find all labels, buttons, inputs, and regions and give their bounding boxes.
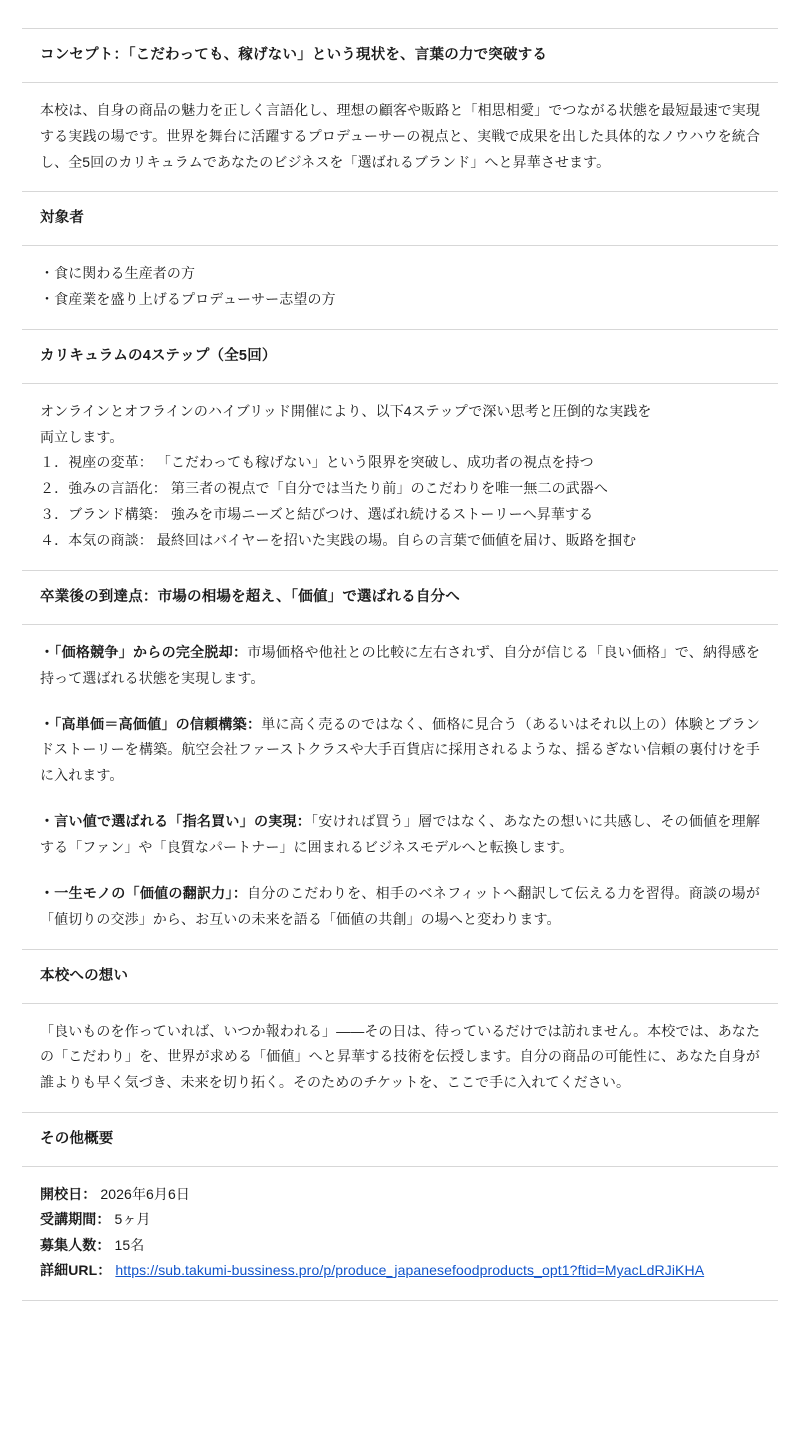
info-row-url <box>40 1258 760 1283</box>
section-body-audience <box>22 246 778 330</box>
curriculum-step: ３．ブランド構築： 強みを市場ニーズと結びつけ、選ばれ続けるストーリーへ昇華する <box>40 506 594 523</box>
info-label: 開校日： <box>40 1185 97 1202</box>
section-heading: カリキュラムの4ステップ（全5回） <box>40 347 277 364</box>
info-row-duration <box>40 1207 760 1232</box>
section-heading: 本校への想い <box>40 967 129 984</box>
info-label: 受講期間： <box>40 1211 111 1228</box>
section-header-curriculum <box>22 330 778 384</box>
section-body-concept <box>22 83 778 193</box>
outcome-text: 自分のこだわりを、相手のベネフィットへ翻訳して伝える力を習得。商談の場が「値切りの交渉」から、お互いの未来を語る「価値の共創」の場へと変わります。 <box>40 885 760 927</box>
document-page <box>0 28 800 1339</box>
bottom-spacer <box>0 1301 800 1339</box>
curriculum-intro-line: 両立します。 <box>40 428 124 445</box>
outcome-item <box>40 881 760 933</box>
section-header-message <box>22 950 778 1004</box>
section-heading: コンセプト：「こだわっても、稼げない」という現状を、言葉の力で突破する <box>40 47 548 63</box>
outcome-lead: ・一生モノの「価値の翻訳力」： <box>40 885 248 902</box>
section-paragraph: 本校は、自身の商品の魅力を正しく言語化し、理想の顧客や販路と「相思相愛」でつながる状態を最短最速で実現する実践の場です。世界を舞台に活躍するプロデューサーの視点と、実戦で成果を出した具体的なノウハウを統合し、全5回のカリキュラムであなたのビジネスを「選ばれるブランド」へと昇華させます。 <box>40 101 760 170</box>
section-header-concept <box>22 29 778 83</box>
section-body-other-info <box>22 1167 778 1301</box>
outcome-lead: ・「高単価＝高価値」の信頼構築： <box>40 715 262 732</box>
list-item: ・食に関わる生産者の方 <box>40 265 196 282</box>
outcome-item <box>40 712 760 790</box>
section-header-other-info <box>22 1113 778 1167</box>
info-value: 5ヶ月 <box>110 1211 151 1228</box>
curriculum-step: ２．強みの言語化： 第三者の視点で「自分では当たり前」のこだわりを唯一無二の武器へ <box>40 480 608 497</box>
section-paragraph: 「良いものを作っていれば、いつか報われる」——その日は、待っているだけでは訪れません。本校では、あなたの「こだわり」を、世界が求める「価値」へと昇華する技術を伝授します。自分の商品の可能性に、あなた自身が誰よりも早く気づき、未来を切り拓く。そのためのチケットを、ここで手に入れてください。 <box>40 1022 760 1091</box>
info-value: 15名 <box>110 1236 145 1253</box>
section-body-message <box>22 1004 778 1114</box>
outcome-item <box>40 809 760 861</box>
document-table <box>22 28 778 1301</box>
section-body-curriculum <box>22 384 778 571</box>
info-row-open-date <box>40 1182 760 1207</box>
info-label: 詳細URL： <box>40 1262 112 1279</box>
outcome-lead: ・言い値で選ばれる「指名買い」の実現： <box>40 813 312 830</box>
list-item: ・食産業を盛り上げるプロデューサー志望の方 <box>40 291 336 308</box>
section-heading: 対象者 <box>40 210 85 227</box>
info-label: 募集人数： <box>40 1236 111 1253</box>
outcome-lead: ・「価格競争」からの完全脱却： <box>40 643 248 660</box>
outcome-text: 市場価格や他社との比較に左右されず、自分が信じる「良い価格」で、納得感を持って選ばれる状態を実現します。 <box>40 643 761 686</box>
outcome-text: 「安ければ買う」層ではなく、あなたの想いに共感し、その価値を理解する「ファン」や「良質なパートナー」に囲まれるビジネスモデルへと転換します。 <box>40 813 760 856</box>
info-row-capacity <box>40 1233 760 1258</box>
section-heading: その他概要 <box>40 1131 114 1148</box>
curriculum-step: ４．本気の商談： 最終回はバイヤーを招いた実践の場。自らの言葉で価値を届け、販路を掴む <box>40 532 637 549</box>
curriculum-step: １．視座の変革： 「こだわっても稼げない」という限界を突破し、成功者の視点を持つ <box>40 454 594 471</box>
section-header-audience <box>22 192 778 246</box>
info-value: 2026年6月6日 <box>96 1185 191 1202</box>
section-header-outcomes <box>22 571 778 625</box>
curriculum-intro-line: オンラインとオフラインのハイブリッド開催により、以下4ステップで深い思考と圧倒的な実践を <box>40 402 652 419</box>
outcome-text: 単に高く売るのではなく、価格に見合う（あるいはそれ以上の）体験とブランドストーリーを構築。航空会社ファーストクラスや大手百貨店に採用されるような、揺るぎない信頼の裏付けを手に入れます。 <box>40 715 760 784</box>
detail-url-link[interactable]: https://sub.takumi-bussiness.pro/p/produce_japanesefoodproducts_opt1?ftid=MyacLdRJiKHA <box>115 1262 705 1279</box>
section-heading: 卒業後の到達点：市場の相場を超え、「価値」で選ばれる自分へ <box>40 589 460 606</box>
section-body-outcomes <box>22 625 778 950</box>
outcome-item <box>40 640 760 692</box>
